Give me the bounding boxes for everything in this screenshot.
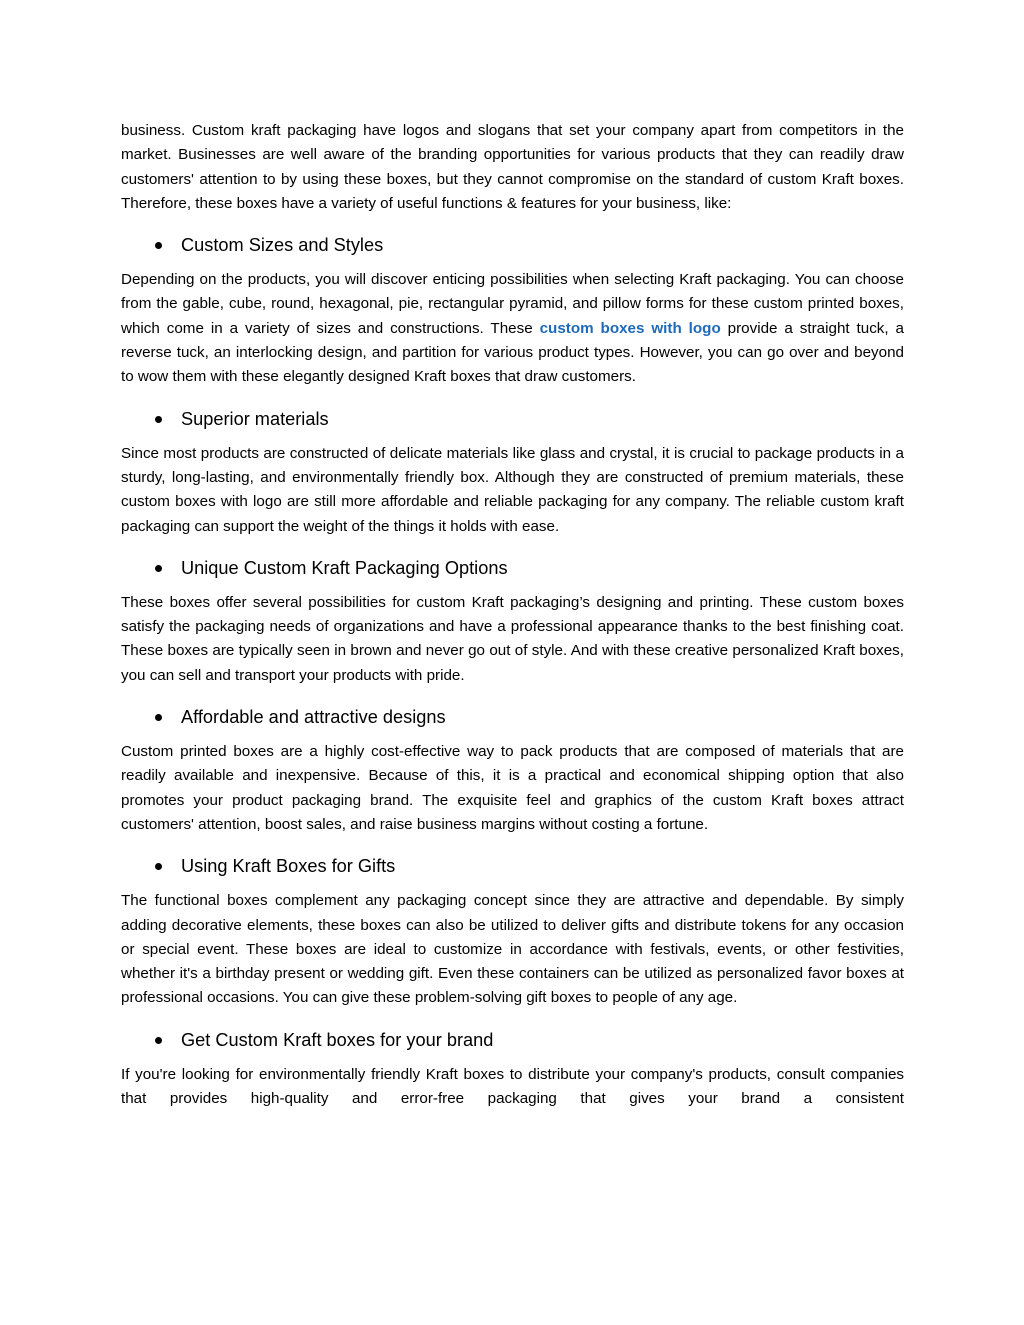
heading-text: Get Custom Kraft boxes for your brand	[181, 1029, 494, 1050]
section-heading-gifts	[121, 853, 904, 879]
section-heading-superior-materials	[121, 406, 904, 432]
heading-text: Unique Custom Kraft Packaging Options	[181, 557, 508, 578]
bullet-icon	[155, 242, 162, 249]
bullet-icon	[155, 565, 162, 572]
heading-text: Superior materials	[181, 408, 329, 429]
section-heading-unique-options	[121, 555, 904, 581]
intro-paragraph: business. Custom kraft packaging have logos and slogans that set your company apart from competitors in the market. Businesses are well aware of the branding opportunities for various products that they can readily draw customers' attention to by using these boxes, but they cannot compromise on the standard of custom Kraft boxes. Therefore, these boxes have a variety of useful functions & features for your business, like:	[121, 122, 904, 212]
custom-boxes-with-logo-link[interactable]: custom boxes with logo	[539, 319, 721, 337]
section-body-gifts: The functional boxes complement any packaging concept since they are attractive and dependable. By simply adding decorative elements, these boxes can also be utilized to deliver gifts and distribute tokens for any occasion or special event. These boxes are ideal to customize in accordance with festivals, events, or other festivities, whether it's a birthday present or wedding gift. Even these containers can be utilized as personalized favor boxes at professional occasions. You can give these problem-solving gift boxes to people of any age.	[121, 892, 904, 1007]
body-text: provide a straight tuck, a reverse tuck, an interlocking design, and partition for various product types. However, you can go over and beyond to wow them with these elegantly designed Kraft boxes that draw customers.	[121, 319, 905, 386]
section-body-superior-materials: Since most products are constructed of delicate materials like glass and crystal, it is crucial to package products in a sturdy, long-lasting, and environmentally friendly box. Although they are constructed of premium materials, these custom boxes with logo are still more affordable and reliable packaging for any company. The reliable custom kraft packaging can support the weight of the things it holds with ease.	[121, 444, 904, 535]
section-body-get-custom-boxes: If you're looking for environmentally friendly Kraft boxes to distribute your company's products, consult companies that provides high-quality and error-free packaging that gives your brand a consistent	[121, 1065, 904, 1108]
heading-text: Affordable and attractive designs	[181, 707, 446, 728]
heading-text: Custom Sizes and Styles	[181, 235, 384, 256]
section-body-affordable-designs: Custom printed boxes are a highly cost-effective way to pack products that are composed of materials that are readily available and inexpensive. Because of this, it is a practical and economical shipping option that also promotes your product packaging brand. The exquisite feel and graphics of the custom Kraft boxes attract customers' attention, boost sales, and raise business margins without costing a fortune.	[121, 743, 904, 833]
section-heading-custom-sizes	[121, 232, 904, 258]
section-body-unique-options: These boxes offer several possibilities for custom Kraft packaging’s designing and printing. These custom boxes satisfy the packaging needs of organizations and have a professional appearance thanks to the best finishing coat. These boxes are typically seen in brown and never go out of style. And with these creative personalized Kraft boxes, you can sell and transport your products with pride.	[121, 593, 904, 684]
bullet-icon	[155, 714, 162, 721]
document-page	[121, 119, 904, 1111]
section-heading-affordable-designs	[121, 704, 904, 730]
bullet-icon	[155, 416, 162, 423]
section-heading-get-custom-boxes	[121, 1027, 904, 1053]
heading-text: Using Kraft Boxes for Gifts	[181, 856, 396, 877]
section-body-custom-sizes	[121, 268, 904, 389]
body-text: Depending on the products, you will discover enticing possibilities when selecting Kraft packaging. You can choose from the gable, cube, round, hexagonal, pie, rectangular pyramid, and pillow forms for these custom printed boxes, which come in a variety of sizes and constructions. These	[121, 271, 904, 337]
bullet-icon	[155, 1037, 162, 1044]
bullet-icon	[155, 863, 162, 870]
